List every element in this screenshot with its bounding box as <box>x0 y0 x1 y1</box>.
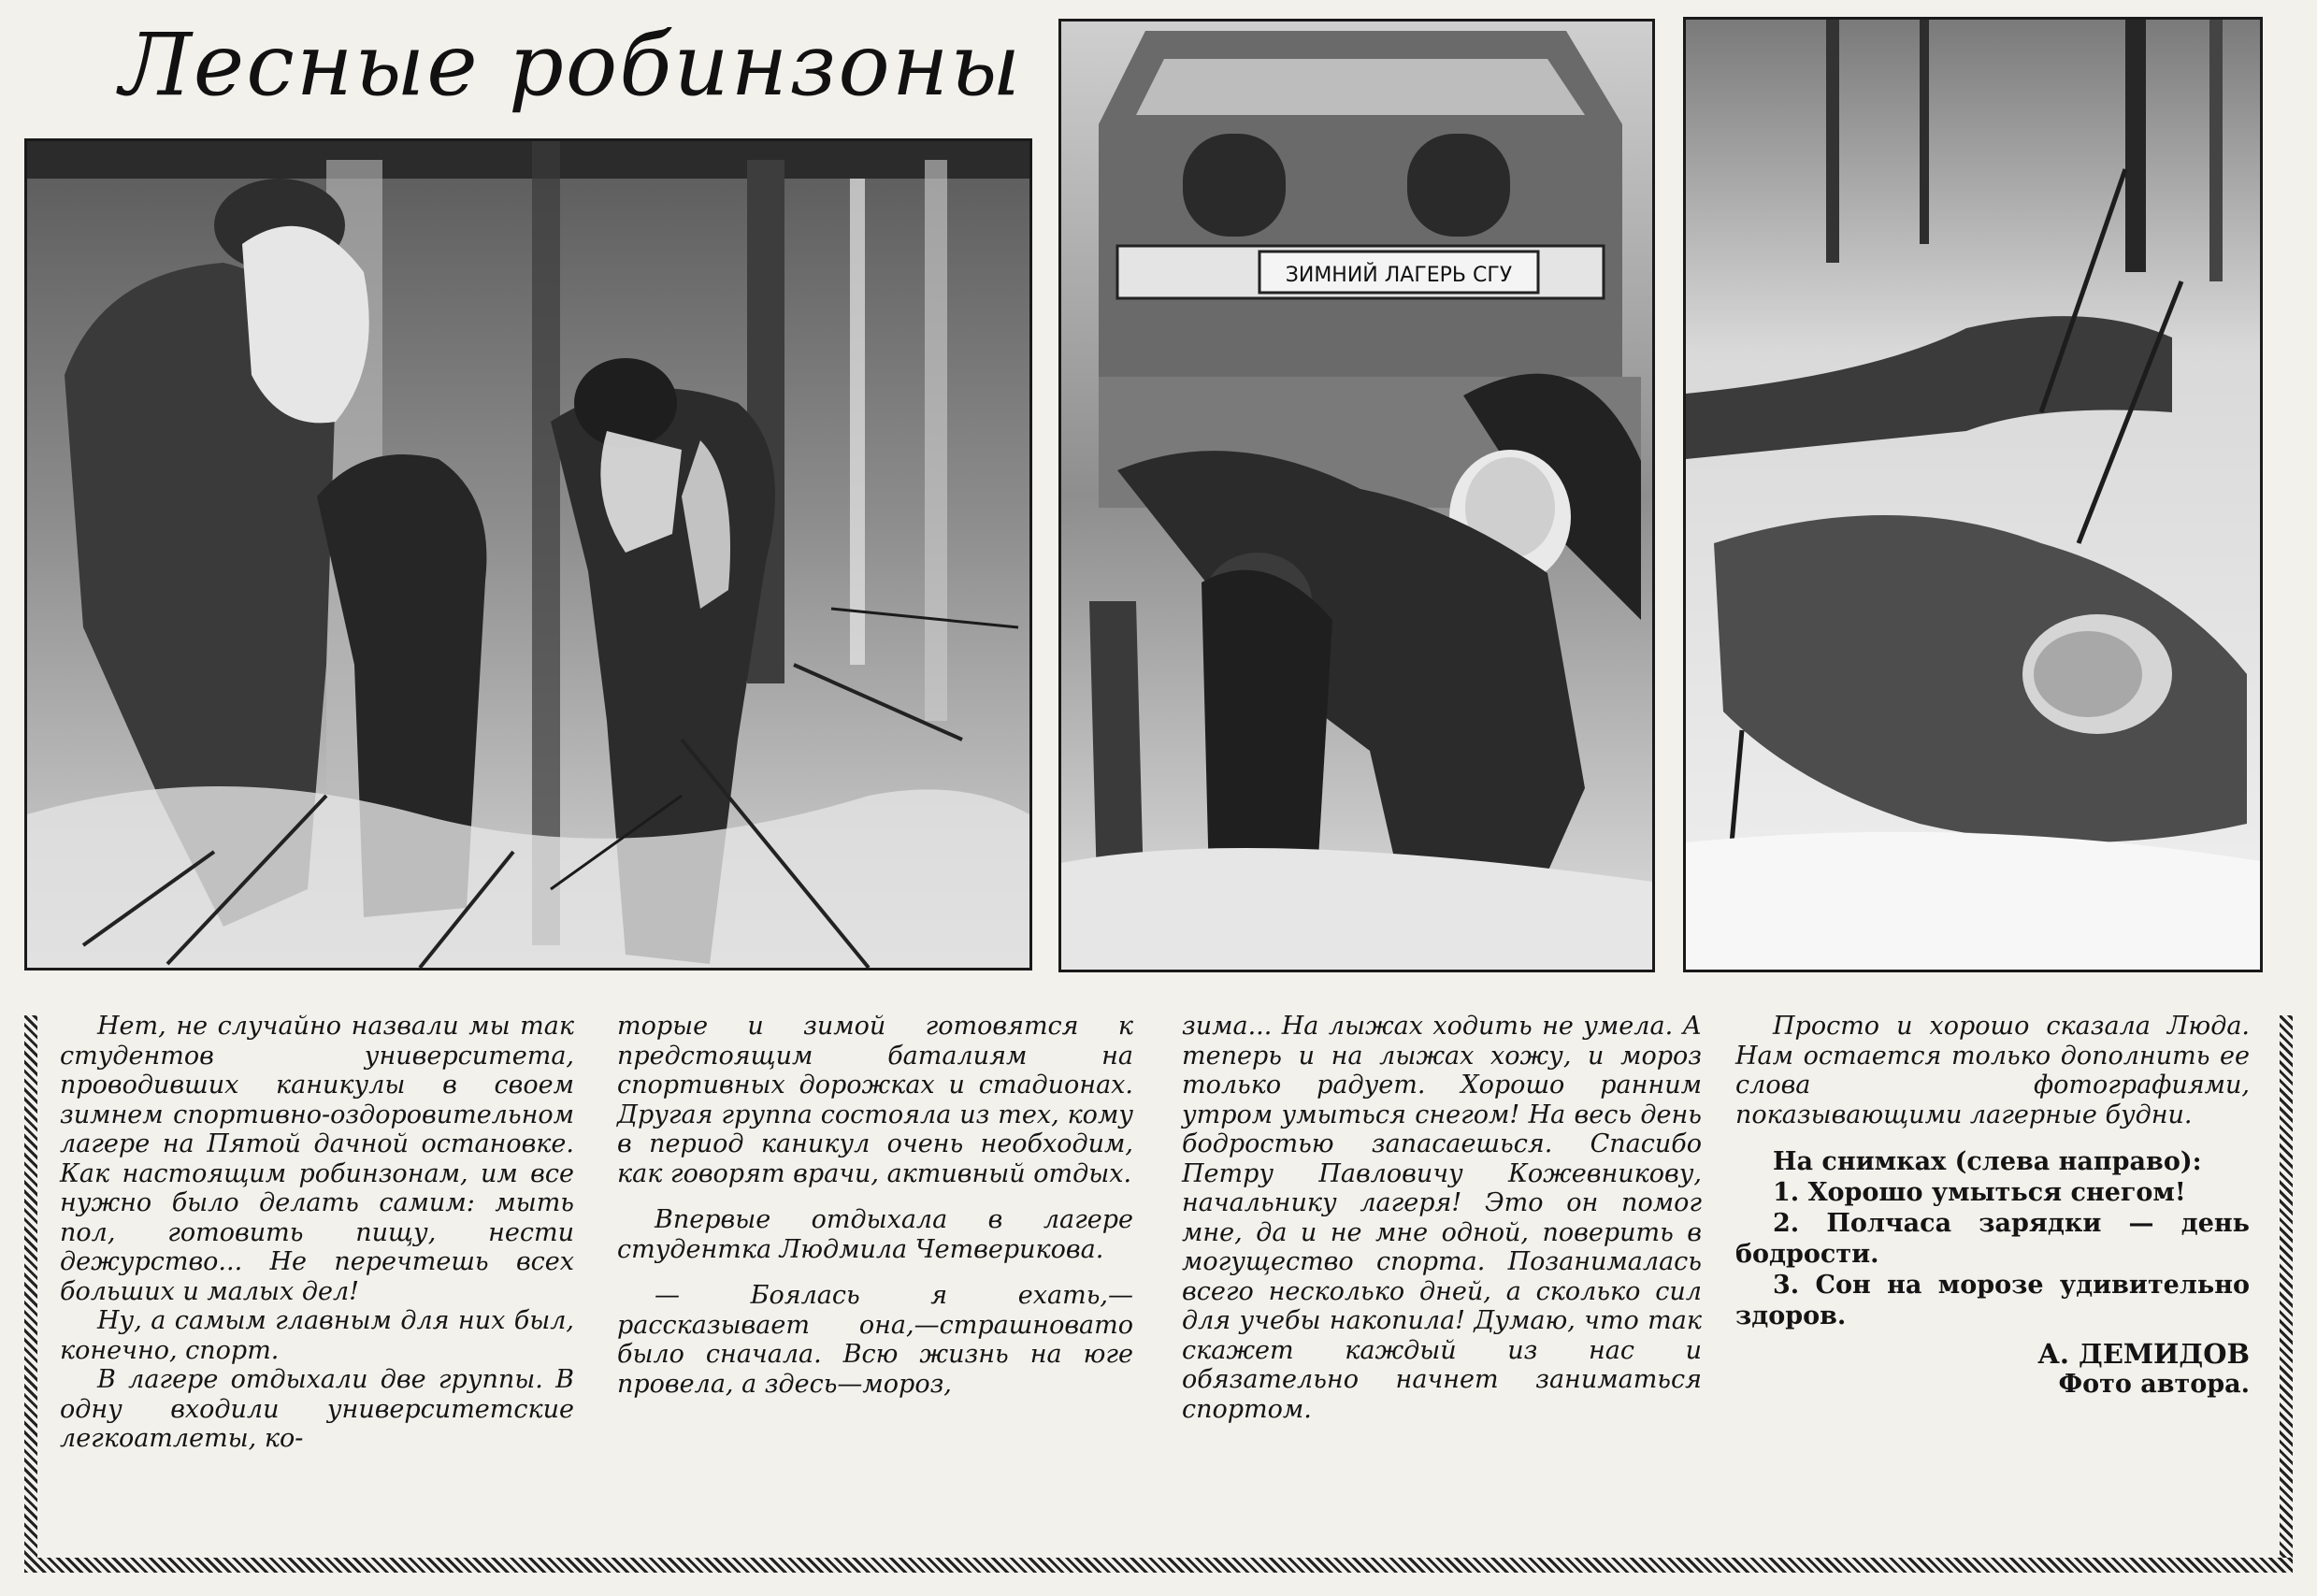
article-border-right <box>2280 1015 2293 1573</box>
photo-morning-exercise <box>1058 19 1655 972</box>
paragraph: Ну, а самым главным для них был, конечно, спорт. <box>60 1306 574 1365</box>
article-border-bottom <box>24 1558 2293 1573</box>
article-title: Лесные робинзоны <box>120 15 1023 115</box>
article-column-3 <box>1182 1012 1702 1424</box>
article-border-left <box>24 1015 37 1573</box>
photo-3-image <box>1686 20 2260 970</box>
paragraph: Нет, не случайно назвали мы так студентов университета, проводивших каникулы в своем зимнем спортивно-оздоровительном лагере на Пятой дачной остановке. Как настоящим робинзонам, им все нужно было делать самим: мыть пол, готовить пищу, нести дежурство... Не перечтешь всех больших и малых дел! <box>60 1012 574 1306</box>
author-signature: А. ДЕМИДОВ <box>2037 1338 2250 1370</box>
article-column-1 <box>60 1012 574 1454</box>
caption-item: 1. Хорошо умыться снегом! <box>1773 1178 2186 1207</box>
photo-2-image <box>1061 22 1652 970</box>
photo-sleeping-in-frost <box>1683 17 2263 972</box>
photo-credit: Фото автора. <box>2058 1370 2250 1399</box>
paragraph: В лагере отдыхали две группы. В одну входили университетские легкоатлеты, ко- <box>60 1365 574 1453</box>
caption-item: 3. Сон на морозе удивительно здоров. <box>1735 1271 2250 1330</box>
paragraph: Просто и хорошо сказала Люда. Нам остается только дополнить ее слова фотографиями, показывающими лагерные будни. <box>1735 1012 2250 1129</box>
captions-heading: На снимках (слева направо): <box>1773 1147 2202 1176</box>
photo-1-image <box>27 141 1029 968</box>
paragraph: торые и зимой готовятся к предстоящим баталиям на спортивных дорожках и стадионах. Другая группа состояла из тех, кому в период каникул очень необходим, как говорят врачи, активный отдых. <box>617 1012 1133 1188</box>
caption-item: 2. Полчаса зарядки — день бодрости. <box>1735 1209 2250 1269</box>
article-column-4 <box>1735 1012 2250 1399</box>
photo-washing-with-snow <box>24 138 1032 971</box>
paragraph: зима... На лыжах ходить не умела. А теперь и на лыжах хожу, и мороз только радует. Хорошо ранним утром умыться снегом! На весь день бодростью запасаешься. Спасибо Петру Павловичу Кожевникову, начальнику лагеря! Это он помог мне, да и не мне одной, поверить в могущество спорта. Позанималась всего несколько дней, а сколько сил для учебы накопила! Думаю, что так скажет каждый из нас и обязательно начнет заниматься спортом. <box>1182 1012 1702 1424</box>
camp-sign-text: ЗИМНИЙ ЛАГЕРЬ СГУ <box>1285 264 1513 287</box>
article-column-2 <box>617 1012 1133 1399</box>
paragraph: Впервые отдыхала в лагере студентка Людмила Четверикова. <box>617 1205 1133 1264</box>
paragraph: — Боялась я ехать,—рассказывает она,—страшновато было сначала. Всю жизнь на юге провела, а здесь—мороз, <box>617 1281 1133 1399</box>
